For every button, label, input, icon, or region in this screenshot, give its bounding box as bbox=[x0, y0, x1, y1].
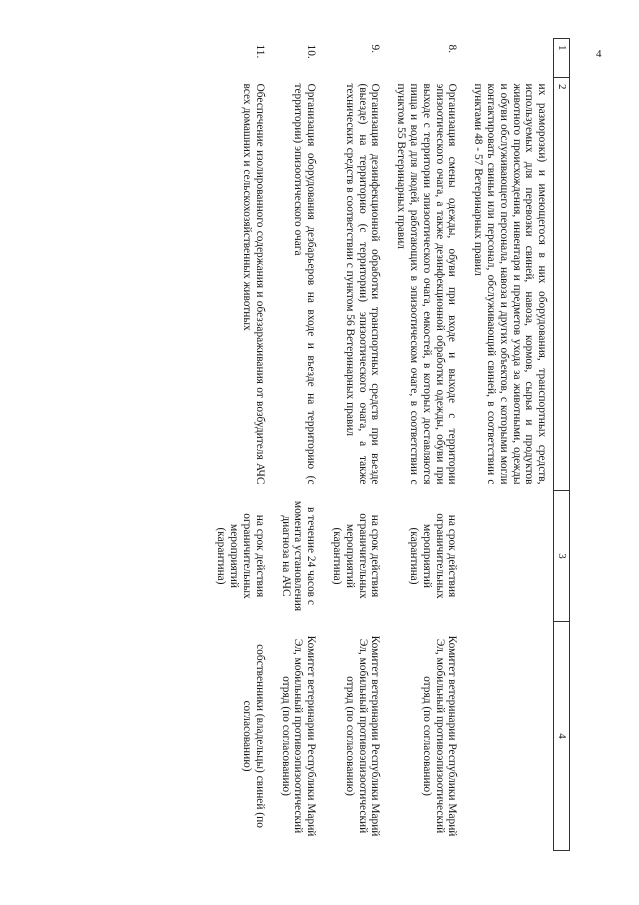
measures-table bbox=[207, 38, 570, 851]
table-row bbox=[207, 39, 271, 851]
header-col-1: 1 bbox=[554, 39, 570, 78]
header-col-2: 2 bbox=[554, 78, 570, 491]
row-number: 11. bbox=[253, 44, 266, 59]
row-number: 10. bbox=[305, 44, 318, 59]
row-term: в течение 24 часов с момента установления диагноза на АЧС bbox=[279, 500, 318, 612]
row-number: 9. bbox=[369, 44, 382, 54]
row-measure: Обеспечение изолированного содержания и обеззараживания от возбудителя АЧС всех домашних и сельскохозяйственных животных bbox=[241, 83, 266, 485]
row-measure: Организация дезинфекционной обработки транспортных средств при въезде (выезде) на территорию (с территории) эпизоотического очага, а также технических средств в соответствии с пунктом 56 Ветеринарных правил bbox=[343, 83, 382, 485]
row-measure: их разморозки) и имеющегося в них оборудования, транспортных средств, используемых для перевозки свиней, навоза, кормов, сырья и продуктов животного происхождения, инвентаря и предметов ухода за животными, одежды и обуви обслуживающего персонала, навоза и других объектов, с которыми могли контактировать свиньи или персонал, обслуживающий свиней, в соответствии с пунктами 48 - 57 Ветеринарных правил bbox=[472, 83, 549, 485]
row-responsible: Комитет ветеринарии Республики Марий Эл, мобильный противоэпизоотический отряд (по согласованию) bbox=[279, 635, 318, 837]
page-number: 4 bbox=[596, 48, 602, 60]
row-term: на срок действия ограничительных мероприятий (карантина) bbox=[331, 513, 382, 599]
row-number: 8. bbox=[446, 44, 459, 54]
table-row bbox=[386, 39, 463, 851]
row-measure: Организация оборудования дезбарьеров на входе и въезде на территорию (с территории) эпизоотического очага bbox=[292, 83, 318, 485]
row-term: на срок действия ограничительных мероприятий (карантина) bbox=[215, 513, 266, 599]
row-responsible: Комитет ветеринарии Республики Марий Эл, мобильный противоэпизоотический отряд (по согласованию) bbox=[420, 635, 459, 837]
rotated-content bbox=[118, 38, 570, 846]
row-term bbox=[463, 491, 553, 622]
row-responsible bbox=[463, 622, 553, 851]
rotated-table-area bbox=[118, 38, 570, 846]
table-row bbox=[271, 39, 322, 851]
table-header-row bbox=[554, 39, 570, 851]
table-row bbox=[463, 39, 553, 851]
row-term: на срок действия ограничительных мероприятий (карантина) bbox=[408, 513, 459, 599]
header-col-3: 3 bbox=[554, 491, 570, 622]
header-col-4: 4 bbox=[554, 622, 570, 851]
row-measure: Организация смены одежды, обуви при входе и выходе с территории эпизоотического очага, а также дезинфекционной обработки одежды, обуви при выходе с территории эпизоотического очага, емкостей, в которых доставляются пища и вода для людей, работающих в эпизоотическом очаге, в соответствии с пунктом 55 Ветеринарных правил bbox=[395, 83, 459, 485]
row-responsible: собственники (владельцы) свиней (по согласованию) bbox=[241, 644, 266, 828]
table-row bbox=[322, 39, 386, 851]
row-number bbox=[463, 39, 553, 78]
row-responsible: Комитет ветеринарии Республики Марий Эл, мобильный противоэпизоотический отряд (по согласованию) bbox=[343, 635, 382, 837]
